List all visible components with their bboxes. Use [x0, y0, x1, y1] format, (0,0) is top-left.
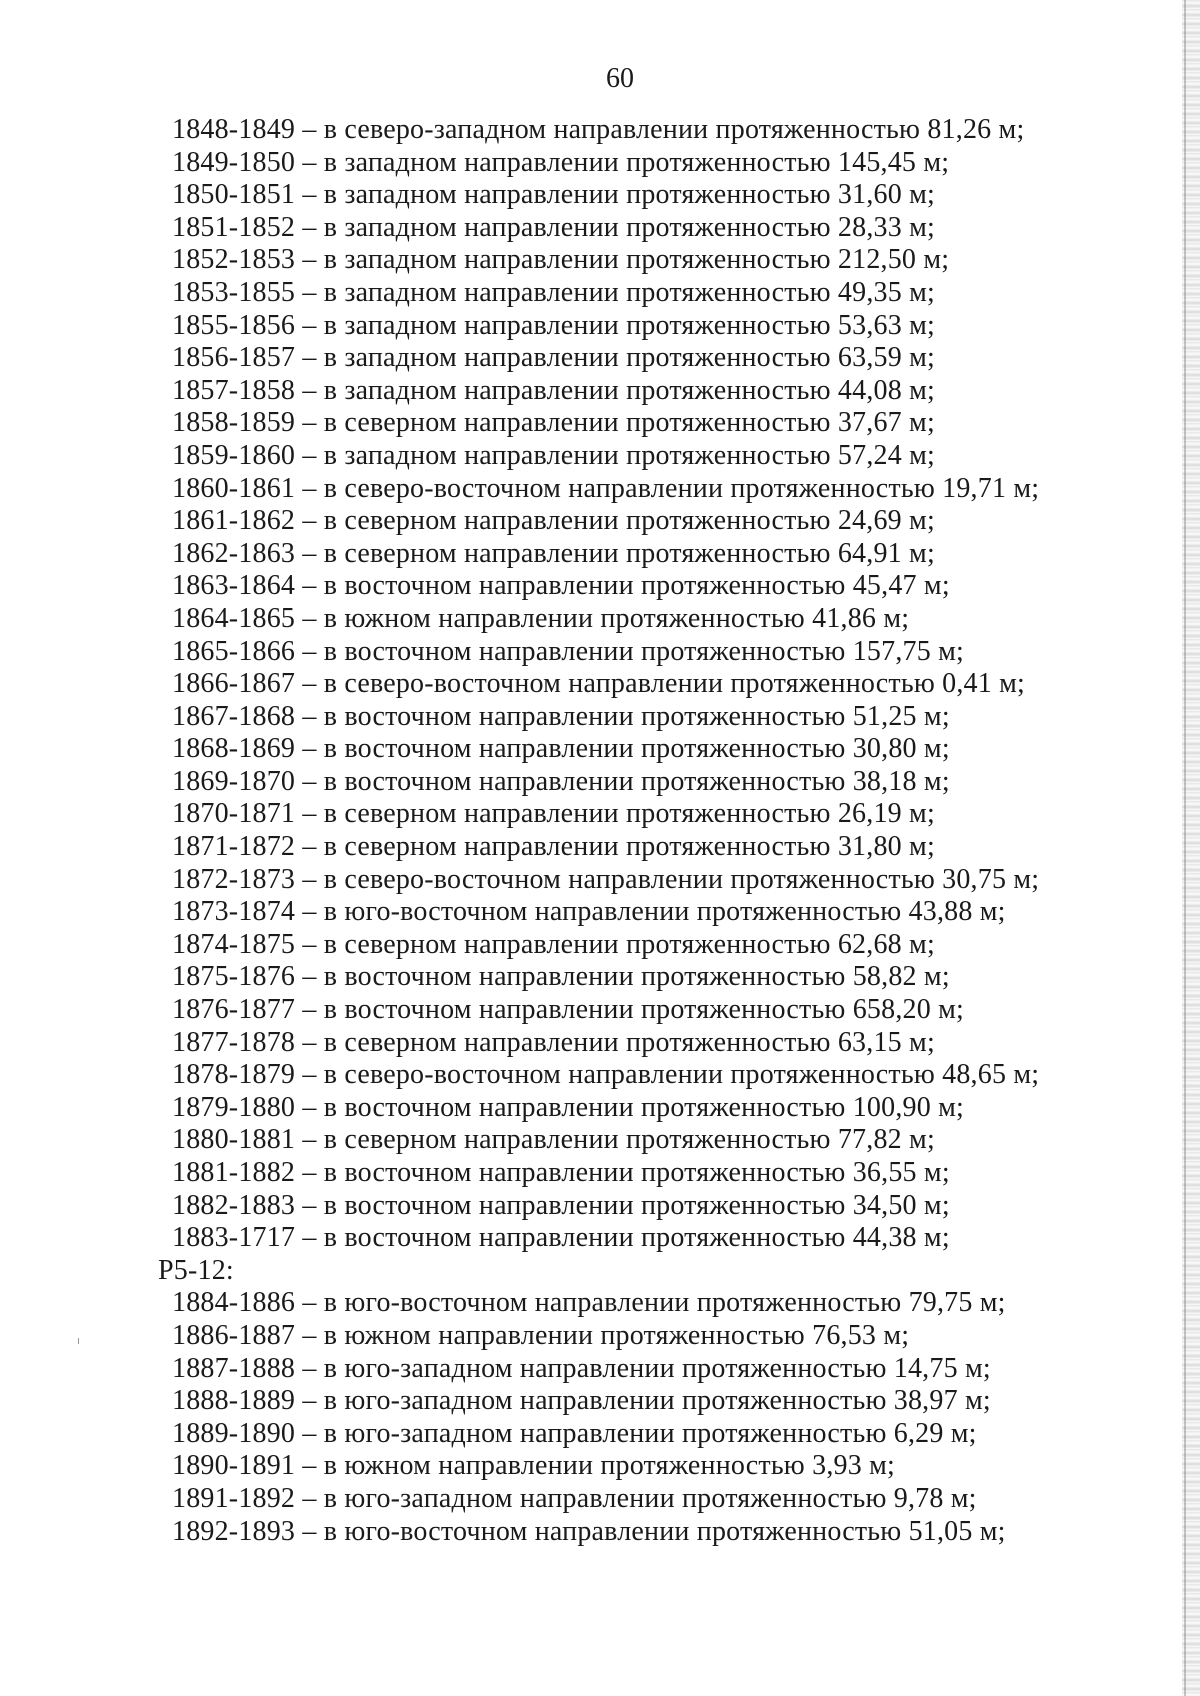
segment-text: 1865-1866 – в восточном направлении протяженностью 157,75 м; [172, 635, 965, 667]
segment-text: 1876-1877 – в восточном направлении протяженностью 658,20 м; [172, 994, 965, 1026]
segment-text: 1863-1864 – в восточном направлении протяженностью 45,47 м; [172, 570, 950, 602]
segment-text: 1888-1889 – в юго-западном направлении протяженностью 38,97 м; [172, 1385, 991, 1417]
segment-line [172, 1157, 1172, 1190]
segment-text: 1872-1873 – в северо-восточном направлении протяженностью 30,75 м; [172, 863, 1040, 895]
segment-line [172, 473, 1172, 506]
segment-line [172, 701, 1172, 734]
segment-text: 1882-1883 – в восточном направлении протяженностью 34,50 м; [172, 1189, 950, 1221]
segment-line [172, 1092, 1172, 1125]
segment-line [172, 310, 1172, 343]
segment-text: 1884-1886 – в юго-восточном направлении протяженностью 79,75 м; [172, 1287, 1006, 1319]
segment-text: 1874-1875 – в северном направлении протяженностью 62,68 м; [172, 928, 935, 960]
segment-text: 1856-1857 – в западном направлении протяженностью 63,59 м; [172, 342, 936, 374]
segment-text: 1886-1887 – в южном направлении протяженностью 76,53 м; [172, 1319, 910, 1351]
segment-line [172, 114, 1172, 147]
segment-line [172, 1027, 1172, 1060]
segment-line [172, 1450, 1172, 1483]
segment-text: 1891-1892 – в юго-западном направлении протяженностью 9,78 м; [172, 1482, 977, 1514]
segment-text: 1867-1868 – в восточном направлении протяженностью 51,25 м; [172, 700, 950, 732]
segment-text: 1878-1879 – в северо-восточном направлении протяженностью 48,65 м; [172, 1059, 1040, 1091]
segment-line [172, 1059, 1172, 1092]
segment-line [172, 538, 1172, 571]
segment-line [172, 147, 1172, 180]
segment-text: 1858-1859 – в северном направлении протяженностью 37,67 м; [172, 407, 935, 439]
segment-text: 1880-1881 – в северном направлении протяженностью 77,82 м; [172, 1124, 935, 1156]
segment-text: 1877-1878 – в северном направлении протяженностью 63,15 м; [172, 1026, 935, 1058]
segment-line [172, 831, 1172, 864]
segment-line [172, 212, 1172, 245]
segment-line [172, 636, 1172, 669]
segment-line [172, 1483, 1172, 1516]
segment-text: 1852-1853 – в западном направлении протяженностью 212,50 м; [172, 244, 950, 276]
segment-line [172, 1222, 1172, 1255]
segment-text: 1873-1874 – в юго-восточном направлении протяженностью 43,88 м; [172, 896, 1006, 928]
segment-line [172, 896, 1172, 929]
segment-text: 1855-1856 – в западном направлении протяженностью 53,63 м; [172, 309, 936, 341]
segment-line [172, 929, 1172, 962]
segment-text: 1862-1863 – в северном направлении протяженностью 64,91 м; [172, 537, 935, 569]
segment-text: 1859-1860 – в западном направлении протяженностью 57,24 м; [172, 439, 936, 471]
segment-line [172, 1124, 1172, 1157]
segment-line [172, 570, 1172, 603]
segment-line [172, 1320, 1172, 1353]
segment-text: 1857-1858 – в западном направлении протяженностью 44,08 м; [172, 374, 936, 406]
segment-text: 1875-1876 – в восточном направлении протяженностью 58,82 м; [172, 961, 950, 993]
segment-text: 1892-1893 – в юго-восточном направлении протяженностью 51,05 м; [172, 1515, 1006, 1547]
segment-line [172, 407, 1172, 440]
segment-text: 1850-1851 – в западном направлении протяженностью 31,60 м; [172, 179, 936, 211]
segment-line [172, 375, 1172, 408]
segment-line [172, 440, 1172, 473]
segment-line [172, 1287, 1172, 1320]
segment-text: 1887-1888 – в юго-западном направлении протяженностью 14,75 м; [172, 1352, 991, 1384]
segment-text: 1869-1870 – в восточном направлении протяженностью 38,18 м; [172, 765, 950, 797]
segment-text: 1861-1862 – в северном направлении протяженностью 24,69 м; [172, 505, 935, 537]
segment-line [172, 994, 1172, 1027]
section-heading [158, 1255, 1172, 1288]
segment-line [172, 277, 1172, 310]
page-number: 60 [606, 63, 634, 94]
segment-text: 1868-1869 – в восточном направлении протяженностью 30,80 м; [172, 733, 950, 765]
segment-line [172, 342, 1172, 375]
segment-text: 1881-1882 – в восточном направлении протяженностью 36,55 м; [172, 1157, 950, 1188]
segment-line [172, 733, 1172, 766]
segment-text: 1864-1865 – в южном направлении протяженностью 41,86 м; [172, 602, 910, 634]
boundary-segments-list [158, 114, 1172, 1548]
segment-text: 1849-1850 – в западном направлении протяженностью 145,45 м; [172, 146, 950, 178]
segment-line [172, 179, 1172, 212]
section-heading-text: Р5-12: [158, 1254, 234, 1286]
segment-text: 1870-1871 – в северном направлении протяженностью 26,19 м; [172, 798, 935, 830]
segment-line [172, 961, 1172, 994]
margin-mark [78, 1338, 79, 1344]
segment-line [172, 505, 1172, 538]
segment-line [172, 1385, 1172, 1418]
segment-line [172, 1516, 1172, 1549]
segment-line [172, 864, 1172, 897]
segment-line [172, 603, 1172, 636]
segment-line [172, 766, 1172, 799]
segment-line [172, 1418, 1172, 1451]
scan-edge-line [1184, 0, 1186, 1696]
segment-text: 1879-1880 – в восточном направлении протяженностью 100,90 м; [172, 1091, 965, 1123]
segment-text: 1848-1849 – в северо-западном направлении протяженностью 81,26 м; [172, 114, 1025, 145]
segment-text: 1851-1852 – в западном направлении протяженностью 28,33 м; [172, 211, 936, 243]
segment-text: 1860-1861 – в северо-восточном направлении протяженностью 19,71 м; [172, 472, 1040, 504]
segment-line [172, 1353, 1172, 1386]
segment-line [172, 244, 1172, 277]
segment-line [172, 668, 1172, 701]
segment-text: 1871-1872 – в северном направлении протяженностью 31,80 м; [172, 831, 935, 863]
segment-text: 1883-1717 – в восточном направлении протяженностью 44,38 м; [172, 1222, 950, 1254]
segment-text: 1889-1890 – в юго-западном направлении протяженностью 6,29 м; [172, 1417, 977, 1449]
segment-text: 1853-1855 – в западном направлении протяженностью 49,35 м; [172, 276, 936, 308]
segment-text: 1890-1891 – в южном направлении протяженностью 3,93 м; [172, 1450, 896, 1482]
segment-line [172, 798, 1172, 831]
segment-text: 1866-1867 – в северо-восточном направлении протяженностью 0,41 м; [172, 668, 1026, 700]
segment-line [172, 1190, 1172, 1223]
